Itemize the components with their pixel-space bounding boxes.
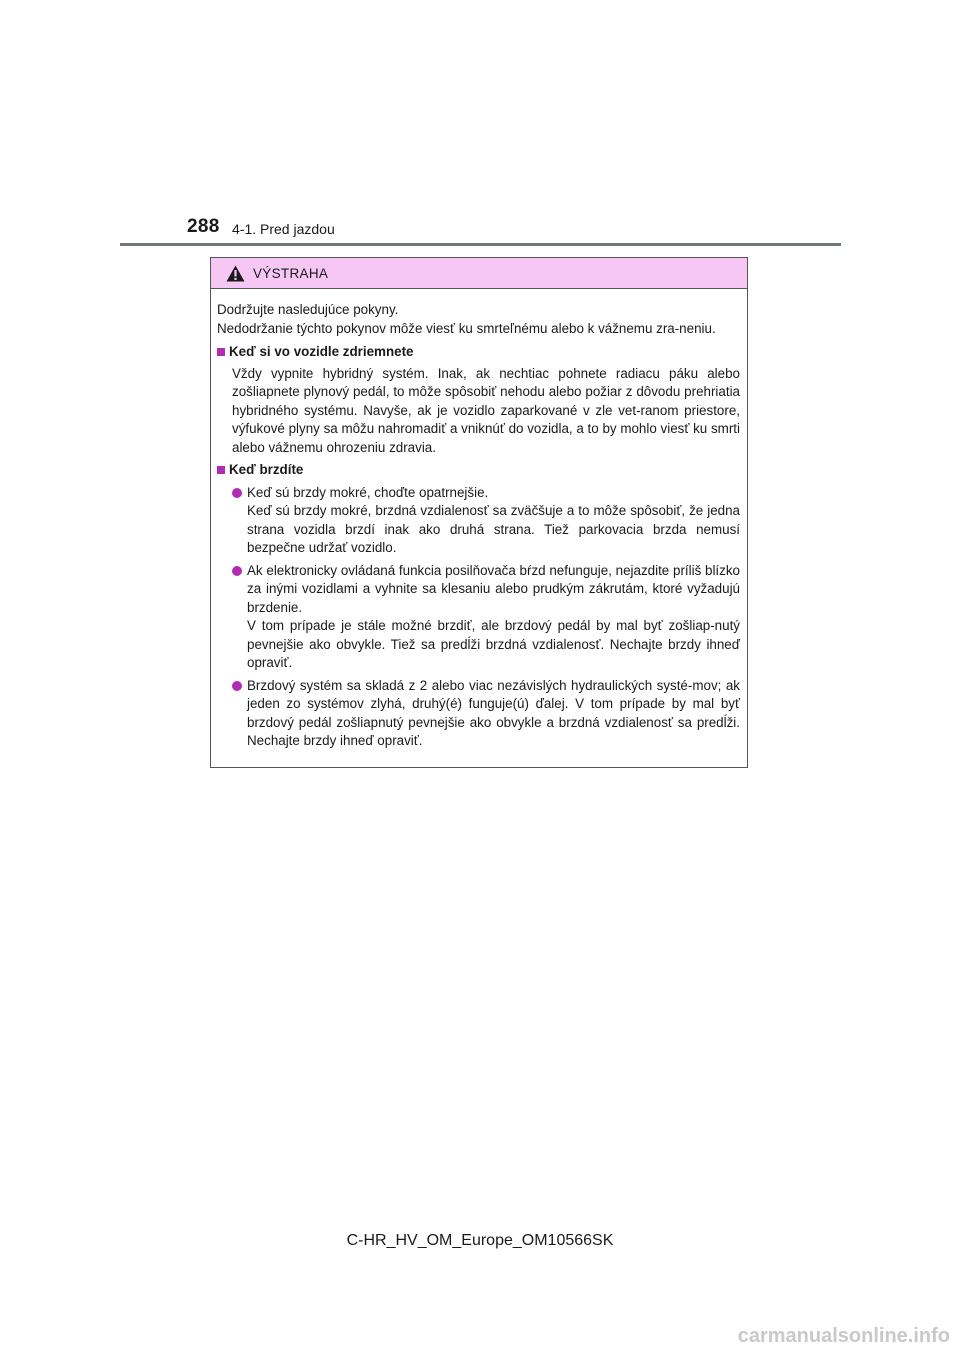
section-text: Vždy vypnite hybridný systém. Inak, ak nechtiac pohnete radiacu páku alebo zošliapnete plynový pedál, to môže spôsobiť nehodu alebo požiar z dôvodu prehriatia hybridného systému. Navyše, ak je vozidlo zaparkované v zle vet-ranom priestore, výfukové plyny sa môžu nahromadiť a vniknúť do vozidla, a to by mohlo viesť ku smrti alebo vážnemu ohrozeniu zdravia. <box>232 365 740 455</box>
header-divider <box>120 243 841 246</box>
document-code: C-HR_HV_OM_Europe_OM10566SK <box>346 1232 614 1249</box>
circle-bullet-icon <box>232 488 242 498</box>
section-napping <box>217 343 740 457</box>
section-heading: Keď si vo vozidle zdriemnete <box>229 344 414 359</box>
circle-bullet-icon <box>232 681 242 691</box>
warning-box <box>210 257 748 768</box>
section-title: 4-1. Pred jazdou <box>232 221 335 237</box>
bullet-line: Keď sú brzdy mokré, brzdná vzdialenosť sa zväčšuje a to môže spôsobiť, že jedna strana vozidla brzdí inak ako druhá strana. Tiež parkovacia brzda nemusí bezpečne udržať vozidlo. <box>247 503 740 555</box>
warning-body <box>211 289 747 751</box>
list-item <box>217 562 740 673</box>
warning-title: VÝSTRAHA <box>253 265 329 281</box>
bullet-line: Ak elektronicky ovládaná funkcia posilňovača bŕzd nefunguje, nejazdite príliš blízko za inými vozidlami a vyhnite sa klesaniu alebo prudkým zákrutám, ktoré vyžadujú brzdenie. <box>247 562 740 615</box>
warning-intro <box>217 301 740 338</box>
bullet-line: V tom prípade je stále možné brzdiť, ale brzdový pedál by mal byť zošliap-nutý pevnejšie ako obvykle. Tiež sa predĺži brzdná vzdialenosť. Nechajte brzdy ihneď opraviť. <box>247 618 740 670</box>
square-bullet-icon <box>217 348 225 356</box>
warning-triangle-icon <box>226 265 245 282</box>
list-item <box>217 677 740 751</box>
bullet-line: Brzdový systém sa skladá z 2 alebo viac nezávislých hydraulických systé-mov; ak jeden zo systémov zlyhá, druhý(é) funguje(ú) ďalej. V tom prípade by mal byť brzdový pedál zošliapnutý pevnejšie ako obvykle a brzdná vzdialenosť sa predĺži. Nechajte brzdy ihneď opraviť. <box>247 677 740 748</box>
warning-header <box>211 258 747 289</box>
section-heading: Keď brzdíte <box>229 462 304 477</box>
section-braking <box>217 461 740 751</box>
bullet-line: Keď sú brzdy mokré, choďte opatrnejšie. <box>247 484 489 500</box>
square-bullet-icon <box>217 466 225 474</box>
watermark: carmanualsonline.info <box>737 1325 950 1347</box>
intro-line: Nedodržanie týchto pokynov môže viesť ku smrteľnému alebo k vážnemu zra-neniu. <box>217 320 716 336</box>
circle-bullet-icon <box>232 566 242 576</box>
list-item <box>217 484 740 558</box>
page-number: 288 <box>187 216 220 237</box>
intro-line: Dodržujte nasledujúce pokyny. <box>217 302 399 317</box>
